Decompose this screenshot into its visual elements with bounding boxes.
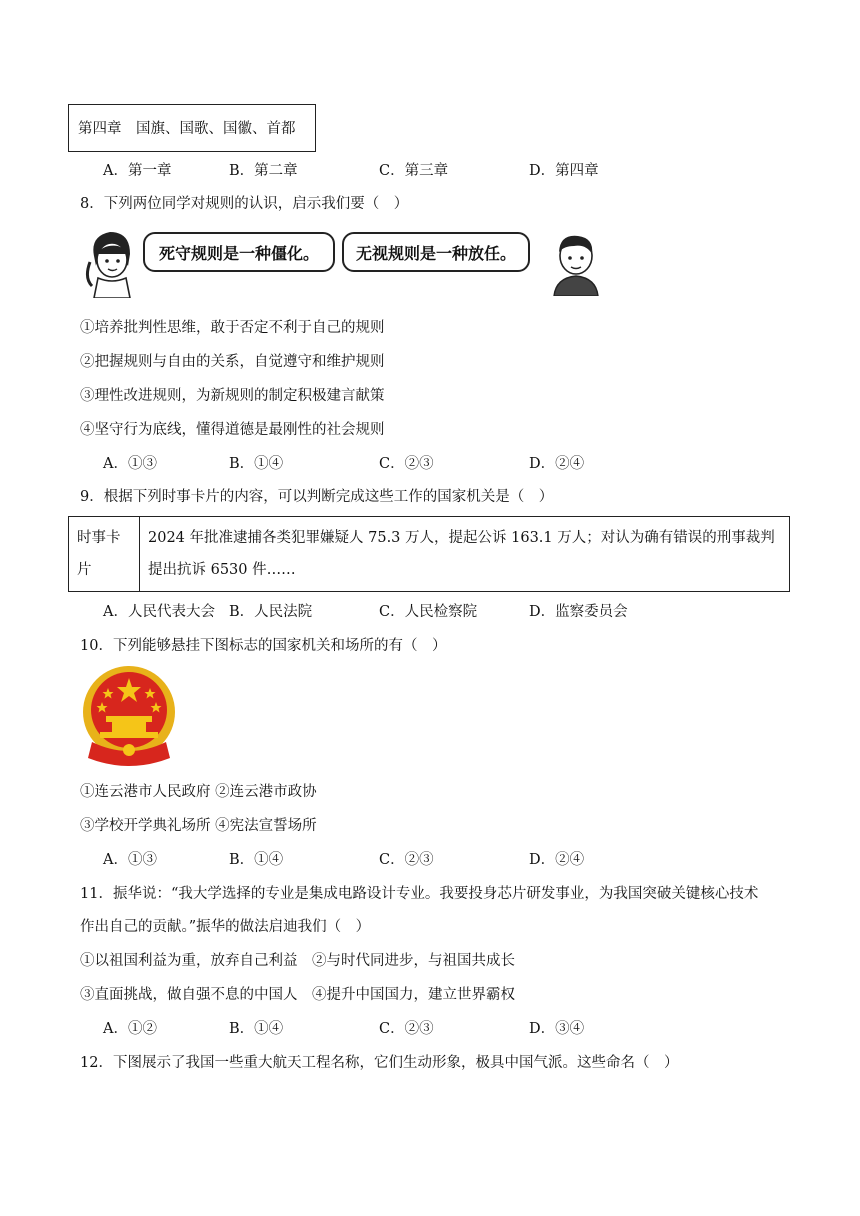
q10-option-c[interactable]: C．②③ [379, 852, 434, 868]
q12-stem: 12．下图展示了我国一些重大航天工程名称，它们生动形象，极具中国气派。这些命名（ ） [80, 1055, 679, 1071]
q11-option-d[interactable]: D．③④ [529, 1021, 585, 1037]
q8-option-b[interactable]: B．①④ [229, 456, 284, 472]
q8-option-c[interactable]: C．②③ [379, 456, 434, 472]
girl-illustration [84, 226, 140, 298]
q8-item-3: ③理性改进规则，为新规则的制定积极建言献策 [80, 388, 385, 404]
news-card-text: 2024 年批准逮捕各类犯罪嫌疑人 75.3 万人，提起公诉 163.1 万人；对认为确有错误的刑事裁判提出抗诉 6530 件…… [140, 517, 790, 592]
chapter-box-text: 第四章 国旗、国歌、国徽、首都 [78, 121, 296, 137]
national-emblem-image [78, 664, 180, 766]
girl-speech-bubble [143, 232, 335, 272]
news-card-label: 时事卡片 [69, 517, 140, 592]
q9-option-b[interactable]: B．人民法院 [229, 604, 313, 620]
q11-option-a[interactable]: A．①② [103, 1021, 157, 1037]
news-card [68, 516, 790, 592]
q10-stem: 10．下列能够悬挂下图标志的国家机关和场所的有（ ） [80, 638, 447, 654]
q7-option-b[interactable]: B．第二章 [229, 163, 298, 179]
boy-illustration [546, 226, 606, 296]
q7-option-d[interactable]: D．第四章 [529, 163, 599, 179]
q7-option-a[interactable]: A．第一章 [103, 163, 172, 179]
q8-item-1: ①培养批判性思维，敢于否定不利于自己的规则 [80, 320, 385, 336]
q10-option-a[interactable]: A．①③ [103, 852, 157, 868]
q10-option-b[interactable]: B．①④ [229, 852, 284, 868]
q9-option-c[interactable]: C．人民检察院 [379, 604, 478, 620]
q9-option-d[interactable]: D．监察委员会 [529, 604, 628, 620]
boy-speech-text: 无视规则是一种放任。 [355, 243, 516, 263]
boy-speech-bubble [342, 232, 530, 272]
q11-option-b[interactable]: B．①④ [229, 1021, 284, 1037]
q9-stem: 9．根据下列时事卡片的内容，可以判断完成这些工作的国家机关是（ ） [80, 489, 554, 505]
q8-option-d[interactable]: D．②④ [529, 456, 585, 472]
q11-item-1: ①以祖国利益为重，放弃自己利益 ②与时代同进步，与祖国共成长 [80, 953, 515, 969]
q10-item-2: ③学校开学典礼场所 ④宪法宣誓场所 [80, 818, 317, 834]
q10-option-d[interactable]: D．②④ [529, 852, 585, 868]
q11-item-2: ③直面挑战，做自强不息的中国人 ④提升中国国力，建立世界霸权 [80, 987, 515, 1003]
q8-option-a[interactable]: A．①③ [103, 456, 157, 472]
q9-option-a[interactable]: A．人民代表大会 [103, 604, 215, 620]
q7-option-c[interactable]: C．第三章 [379, 163, 449, 179]
q11-option-c[interactable]: C．②③ [379, 1021, 434, 1037]
q10-item-1: ①连云港市人民政府 ②连云港市政协 [80, 784, 317, 800]
q11-stem-line1: 11．振华说：“我大学选择的专业是集成电路设计专业。我要投身芯片研发事业，为我国突破关键核心技术 [80, 886, 759, 902]
girl-speech-text: 死守规则是一种僵化。 [158, 243, 319, 263]
q8-stem: 8．下列两位同学对规则的认识，启示我们要（ ） [80, 196, 409, 212]
q8-item-4: ④坚守行为底线，懂得道德是最刚性的社会规则 [80, 422, 385, 438]
q8-item-2: ②把握规则与自由的关系，自觉遵守和维护规则 [80, 354, 385, 370]
q11-stem-line2: 作出自己的贡献。”振华的做法启迪我们（ ） [80, 919, 371, 935]
